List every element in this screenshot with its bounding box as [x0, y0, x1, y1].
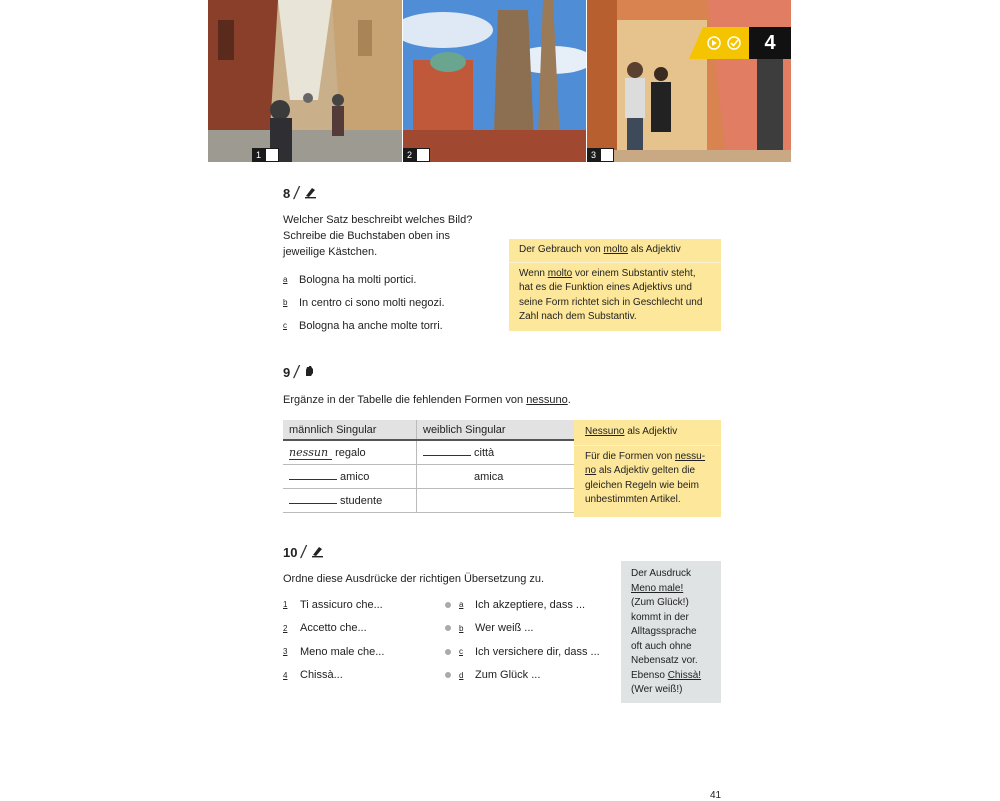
instruction-text: .: [567, 394, 571, 406]
info-box-title: [574, 420, 721, 446]
list-item[interactable]: [283, 617, 384, 641]
item-text: Zum Glück ...: [475, 669, 541, 682]
photo-3-answer-box[interactable]: [600, 148, 614, 162]
item-key: 4: [283, 670, 288, 680]
item-key: c: [283, 321, 287, 330]
table-row: [283, 489, 587, 513]
body-text: als Adjektiv gelten die: [596, 465, 696, 476]
body-keyword: no: [585, 465, 597, 476]
item-text: Bologna ha molti portici.: [299, 273, 417, 286]
item-text: Wer weiß ...: [475, 622, 534, 635]
body-text: gleichen Regeln wie beim: [585, 479, 699, 491]
title-text: als Adjektiv: [627, 244, 681, 255]
page-number: 41: [710, 790, 722, 801]
item-key: 2: [283, 623, 288, 633]
molto-info-box: [509, 239, 721, 331]
unit-number: 4: [749, 27, 791, 59]
photo-1-label: 1: [252, 148, 265, 162]
info-box-body: [509, 263, 721, 329]
exercise-9-instruction: [283, 392, 571, 408]
exercise-10-number: 10: [283, 545, 298, 560]
item-text: Ich versichere dir, dass ...: [475, 645, 600, 658]
photo-2-number: [403, 148, 430, 162]
match-left-column: [283, 593, 384, 687]
audio-icon: [707, 36, 721, 50]
list-item: [283, 291, 445, 314]
answer-blank[interactable]: [423, 455, 471, 456]
title-text: Der Gebrauch von: [519, 244, 604, 255]
photo-2-label: 2: [403, 148, 416, 162]
info-box-title: [509, 239, 721, 263]
list-item[interactable]: [445, 617, 600, 641]
body-text: Für die Formen von: [585, 450, 676, 462]
match-dot[interactable]: [445, 672, 451, 678]
slash-divider: /: [292, 362, 302, 382]
exercise-8-header: [283, 183, 317, 204]
body-text: unbestimmten Artikel.: [585, 494, 681, 505]
pen-icon: [310, 544, 324, 561]
match-right-column: [445, 593, 600, 687]
info-box-body: [574, 446, 721, 512]
cell-word: amico: [340, 470, 370, 483]
item-key: 1: [283, 600, 288, 610]
item-text: Accetto che...: [300, 622, 367, 635]
list-item[interactable]: [445, 664, 600, 688]
body-text: (Zum Glück!): [631, 597, 689, 608]
photo-2-answer-box[interactable]: [416, 148, 430, 162]
item-text: Bologna ha anche molte torri.: [299, 319, 443, 332]
exercise-8-instruction: [283, 212, 493, 260]
cell-word: città: [474, 446, 495, 459]
answer-blank[interactable]: [289, 479, 337, 480]
column-header: weiblich Singular: [417, 420, 588, 440]
cell-word: amica: [474, 470, 504, 483]
body-keyword: Chissà!: [667, 669, 702, 681]
instruction-text: Ergänze in der Tabelle die fehlenden Formen von: [283, 394, 527, 406]
body-keyword: Meno male!: [631, 582, 684, 594]
item-key: a: [283, 275, 288, 284]
table-header-row: [283, 420, 587, 440]
cell-word: studente: [340, 494, 383, 507]
photo-1-number: [252, 148, 279, 162]
exercise-8-number: 8: [283, 186, 291, 201]
list-item: [283, 314, 445, 337]
answer-blank[interactable]: [289, 503, 337, 504]
match-dot[interactable]: [445, 649, 451, 655]
exercise-10-instruction: Ordne diese Ausdrücke der richtigen Übersetzung zu.: [283, 573, 545, 585]
item-text: In centro ci sono molti negozi.: [299, 296, 445, 309]
item-text: Ti assicuro che...: [300, 598, 383, 611]
list-item[interactable]: [283, 664, 384, 688]
body-keyword: molto: [547, 267, 573, 279]
body-text: Nebensatz vor.: [631, 655, 698, 666]
item-key: d: [459, 670, 464, 680]
body-text: kommt in der: [631, 611, 689, 623]
match-dot[interactable]: [445, 602, 451, 608]
body-text: hat es die Funktion eines Adjektivs und: [519, 282, 692, 293]
body-text: seine Form richtet sich in Geschlecht und: [519, 296, 703, 308]
title-keyword: Nessuno: [585, 426, 625, 437]
table-row: [283, 440, 587, 465]
item-text: Chissà...: [300, 669, 343, 682]
list-item[interactable]: [445, 593, 600, 617]
body-text: vor einem Substantiv steht,: [572, 267, 696, 279]
exercise-9-number: 9: [283, 365, 291, 380]
table-cell: [283, 465, 417, 489]
exercise-8-list: [283, 268, 445, 337]
list-item[interactable]: [283, 593, 384, 617]
body-text: Ebenso: [631, 669, 668, 681]
filled-answer[interactable]: nessun: [289, 446, 332, 460]
instruction-keyword: nessuno: [526, 394, 568, 406]
item-text: Meno male che...: [300, 645, 385, 658]
photo-3-label: 3: [587, 148, 600, 162]
title-text: als Adjektiv: [624, 426, 678, 437]
column-header: männlich Singular: [283, 420, 417, 440]
cell-word: regalo: [335, 447, 366, 459]
body-text: Zahl nach dem Substantiv.: [519, 311, 637, 322]
item-key: a: [459, 600, 464, 610]
photo-2: [403, 0, 586, 162]
list-item[interactable]: [283, 640, 384, 664]
table-cell: [283, 489, 417, 513]
check-icon: [727, 36, 741, 50]
exercise-10-header: [283, 542, 324, 563]
body-text: Der Ausdruck: [631, 568, 692, 579]
body-text: Alltagssprache: [631, 626, 697, 637]
photo-1: [208, 0, 402, 162]
list-item[interactable]: [445, 640, 600, 664]
meno-male-info-box: [621, 561, 721, 703]
table-row: [283, 465, 587, 489]
item-text: Ich akzeptiere, dass ...: [475, 598, 586, 611]
pen-icon: [303, 185, 317, 202]
photo-1-answer-box[interactable]: [265, 148, 279, 162]
table-cell: [417, 465, 588, 489]
body-text: Wenn: [519, 267, 548, 279]
table-cell[interactable]: [417, 489, 588, 513]
body-text: oft auch ohne: [631, 640, 692, 652]
exercise-9-header: [283, 362, 315, 383]
instruction-line: Welcher Satz beschreibt welches Bild?: [283, 214, 473, 226]
list-item: [283, 268, 445, 291]
match-dot[interactable]: [445, 625, 451, 631]
hand-icon: [303, 365, 315, 380]
photo-3-number: [587, 148, 614, 162]
photo-3: [587, 0, 791, 162]
item-key: 3: [283, 647, 288, 657]
item-key: b: [459, 623, 464, 633]
unit-tab: [689, 27, 791, 59]
body-keyword: nessu-: [675, 450, 706, 462]
item-key: b: [283, 298, 288, 307]
body-text: (Wer weiß!): [631, 684, 683, 695]
item-key: c: [459, 647, 463, 657]
nessuno-table: [283, 420, 587, 513]
table-cell: [417, 440, 588, 465]
table-cell: [283, 440, 417, 465]
instruction-line: Schreibe die Buchstaben oben ins: [283, 230, 450, 242]
slash-divider: /: [292, 183, 302, 203]
nessuno-info-box: [574, 420, 721, 517]
title-keyword: molto: [603, 244, 628, 255]
slash-divider: /: [299, 542, 309, 562]
instruction-line: jeweilige Kästchen.: [283, 246, 378, 258]
